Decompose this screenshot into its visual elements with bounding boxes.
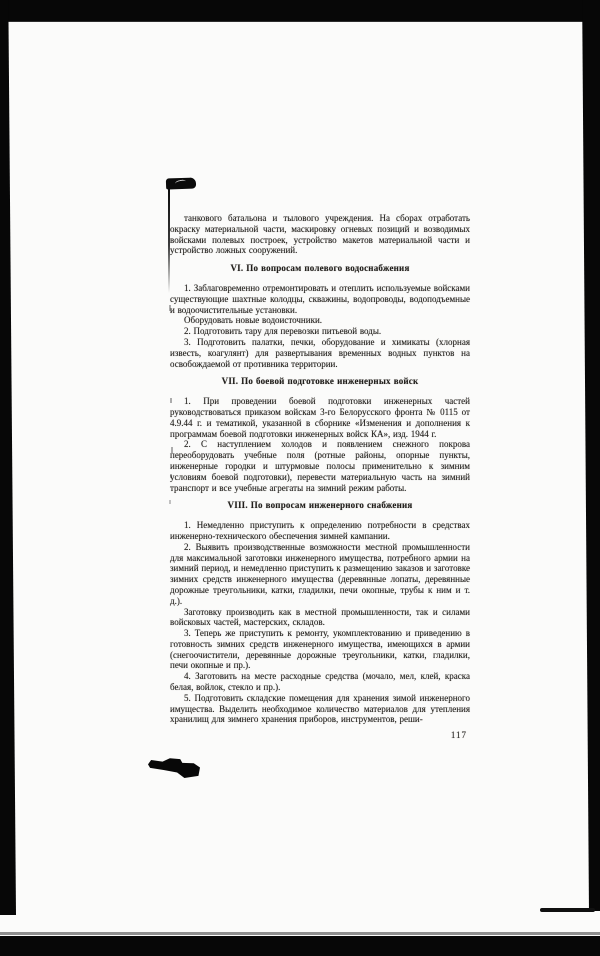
body-paragraph: Заготовку производить как в местной промышленности, так и силами войсковых частей, мастерских, складов. (170, 606, 470, 628)
scanner-background-top (0, 0, 600, 22)
section-heading: VII. По боевой подготовке инженерных войск (221, 376, 419, 387)
body-paragraph: 1. Заблаговременно отремонтировать и отеплить используемые войсками существующие шахтные колодцы, скважины, водопроводы, водоподъемные и водоочистительные установки. (170, 282, 470, 315)
page-number: 117 (450, 730, 467, 741)
body-paragraph: Оборудовать новые водоисточники. (184, 315, 323, 326)
page-text-block (170, 213, 470, 741)
body-paragraph: 5. Подготовить складские помещения для хранения зимой инженерного имущества. Выделить необходимое количество материалов для утепления хранилищ для зимнего хранения приборов, инструментов, реши- (170, 692, 470, 725)
body-paragraph: танкового батальона и тылового учреждения. На сборах отработать окраску материальной части, маскировку огневых позиций и возводимых войсками полевых построек, устройство макетов материальной части и устройство ложных сооружений. (170, 213, 470, 256)
page-bottom-edge-shadow (0, 932, 600, 935)
scanner-background-bottom (0, 936, 600, 956)
body-paragraph: 3. Подготовить палатки, печки, оборудование и химикаты (хлорная известь, коагулянт) для развертывания временных водных пунктов на освобождаемой от противника территории. (170, 336, 470, 369)
section-heading: VIII. По вопросам инженерного снабжения (227, 500, 413, 511)
body-paragraph: 4. Заготовить на месте расходные средства (мочало, мел, клей, краска белая, войлок, стекло и пр.). (170, 671, 470, 693)
body-paragraph: 1. Немедленно приступить к определению потребности в средствах инженерно-технического обеспечения зимней кампании. (170, 520, 470, 541)
body-paragraph: 1. При проведении боевой подготовки инженерных частей руководствоваться приказом войскам 3-го Белорусского фронта № 0115 от 4.9.44 г. и тематикой, указанной в сборнике «Изменения и дополнения к программам боевой подготовки инженерных войск КА», изд. 1944 г. (170, 396, 470, 439)
scanner-background-left (0, 0, 16, 915)
body-paragraph: 2. Выявить производственные возможности местной промышленности для максимальной заготовки инженерного имущества, потребного армии на зимний период, и немедленно приступить к размещению заказов и заготовке зимних средств инженерного имущества (деревянные лопаты, деревянные дорожные треугольники, катки, гладилки, печи окопные, трубы к ним и т. д.). (170, 541, 470, 606)
ink-blob-artifact (148, 757, 200, 778)
section-heading: VI. По вопросам полевого водоснабжения (230, 263, 410, 274)
ink-mark-artifact (166, 177, 196, 189)
body-paragraph: 3. Теперь же приступить к ремонту, укомплектованию и приведению в готовность зимних средств инженерного имущества, имеющихся в армии (снегоочистители, деревянные дорожные треугольники, катки, гладилки, печи окопные и пр.). (170, 628, 470, 671)
scanner-background-right (581, 0, 600, 911)
body-paragraph: 2. С наступлением холодов и появлением снежного покрова переоборудовать учебные поля (ротные районы, опорные пункты, инженерные городки и штурмовые полосы применительно к зимним условиям боевой подготовки), перевести материальную часть на зимний транспорт и все учебные агрегаты на зимний режим работы. (170, 439, 470, 493)
body-paragraph: 2. Подготовить тару для перевозки питьевой воды. (184, 326, 382, 337)
page-corner-shadow (540, 908, 595, 912)
